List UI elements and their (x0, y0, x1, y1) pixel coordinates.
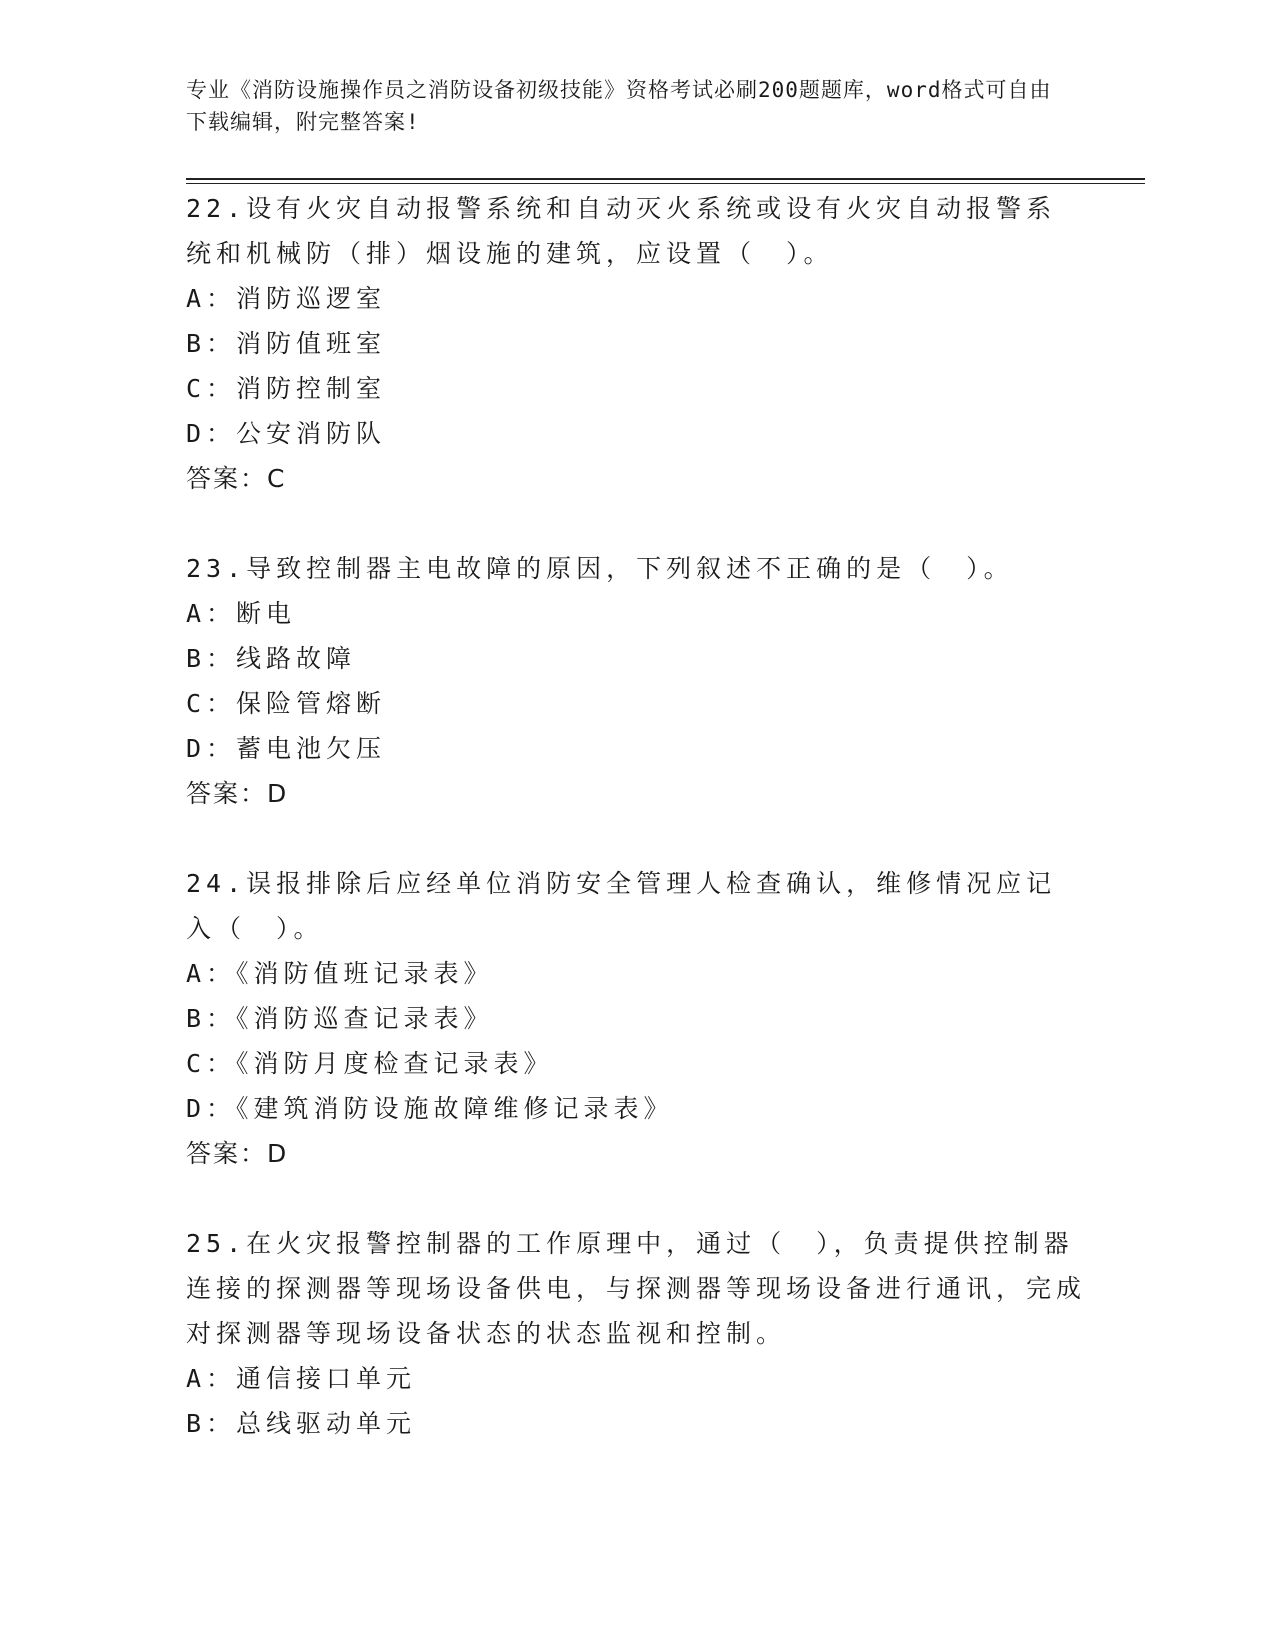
question-25 (186, 1221, 1086, 1446)
question-23 (186, 546, 1086, 816)
question-spacer (186, 501, 1086, 546)
option-a: A：通信接口单元 (186, 1364, 417, 1393)
option-d: D：《建筑消防设施故障维修记录表》 (186, 1094, 674, 1123)
option-b: B：总线驱动单元 (186, 1409, 417, 1438)
option-a: A：《消防值班记录表》 (186, 959, 494, 988)
document-intro: 专业《消防设施操作员之消防设备初级技能》资格考试必刷200题题库，word格式可自由下载编辑，附完整答案! (186, 78, 1052, 134)
option-b: B：线路故障 (186, 644, 357, 673)
option-d: D：公安消防队 (186, 419, 387, 448)
question-spacer (186, 1176, 1086, 1221)
question-list (186, 186, 1086, 1446)
option-b: B：消防值班室 (186, 329, 387, 358)
option-a: A：消防巡逻室 (186, 284, 387, 313)
option-c: C：保险管熔断 (186, 689, 387, 718)
header-divider-thick (186, 178, 1145, 180)
question-24 (186, 861, 1086, 1176)
option-a: A：断电 (186, 599, 297, 628)
option-d: D：蓄电池欠压 (186, 734, 387, 763)
question-stem: 22.设有火灾自动报警系统和自动灭火系统或设有火灾自动报警系统和机械防（排）烟设施的建筑，应设置（ ）。 (186, 194, 1057, 268)
question-22 (186, 186, 1086, 501)
answer-line: 答案：D (186, 779, 289, 808)
question-stem: 25.在火灾报警控制器的工作原理中，通过（ ），负责提供控制器连接的探测器等现场设备供电，与探测器等现场设备进行通讯，完成对探测器等现场设备状态的状态监视和控制。 (186, 1229, 1087, 1348)
answer-line: 答案：C (186, 464, 287, 493)
option-b: B：《消防巡查记录表》 (186, 1004, 494, 1033)
question-stem: 23.导致控制器主电故障的原因，下列叙述不正确的是（ ）。 (186, 554, 1014, 583)
option-c: C：消防控制室 (186, 374, 387, 403)
header-divider-thin (186, 183, 1145, 184)
option-c: C：《消防月度检查记录表》 (186, 1049, 554, 1078)
question-stem: 24.误报排除后应经单位消防安全管理人检查确认，维修情况应记入（ ）。 (186, 869, 1057, 943)
question-spacer (186, 816, 1086, 861)
answer-line: 答案：D (186, 1139, 289, 1168)
